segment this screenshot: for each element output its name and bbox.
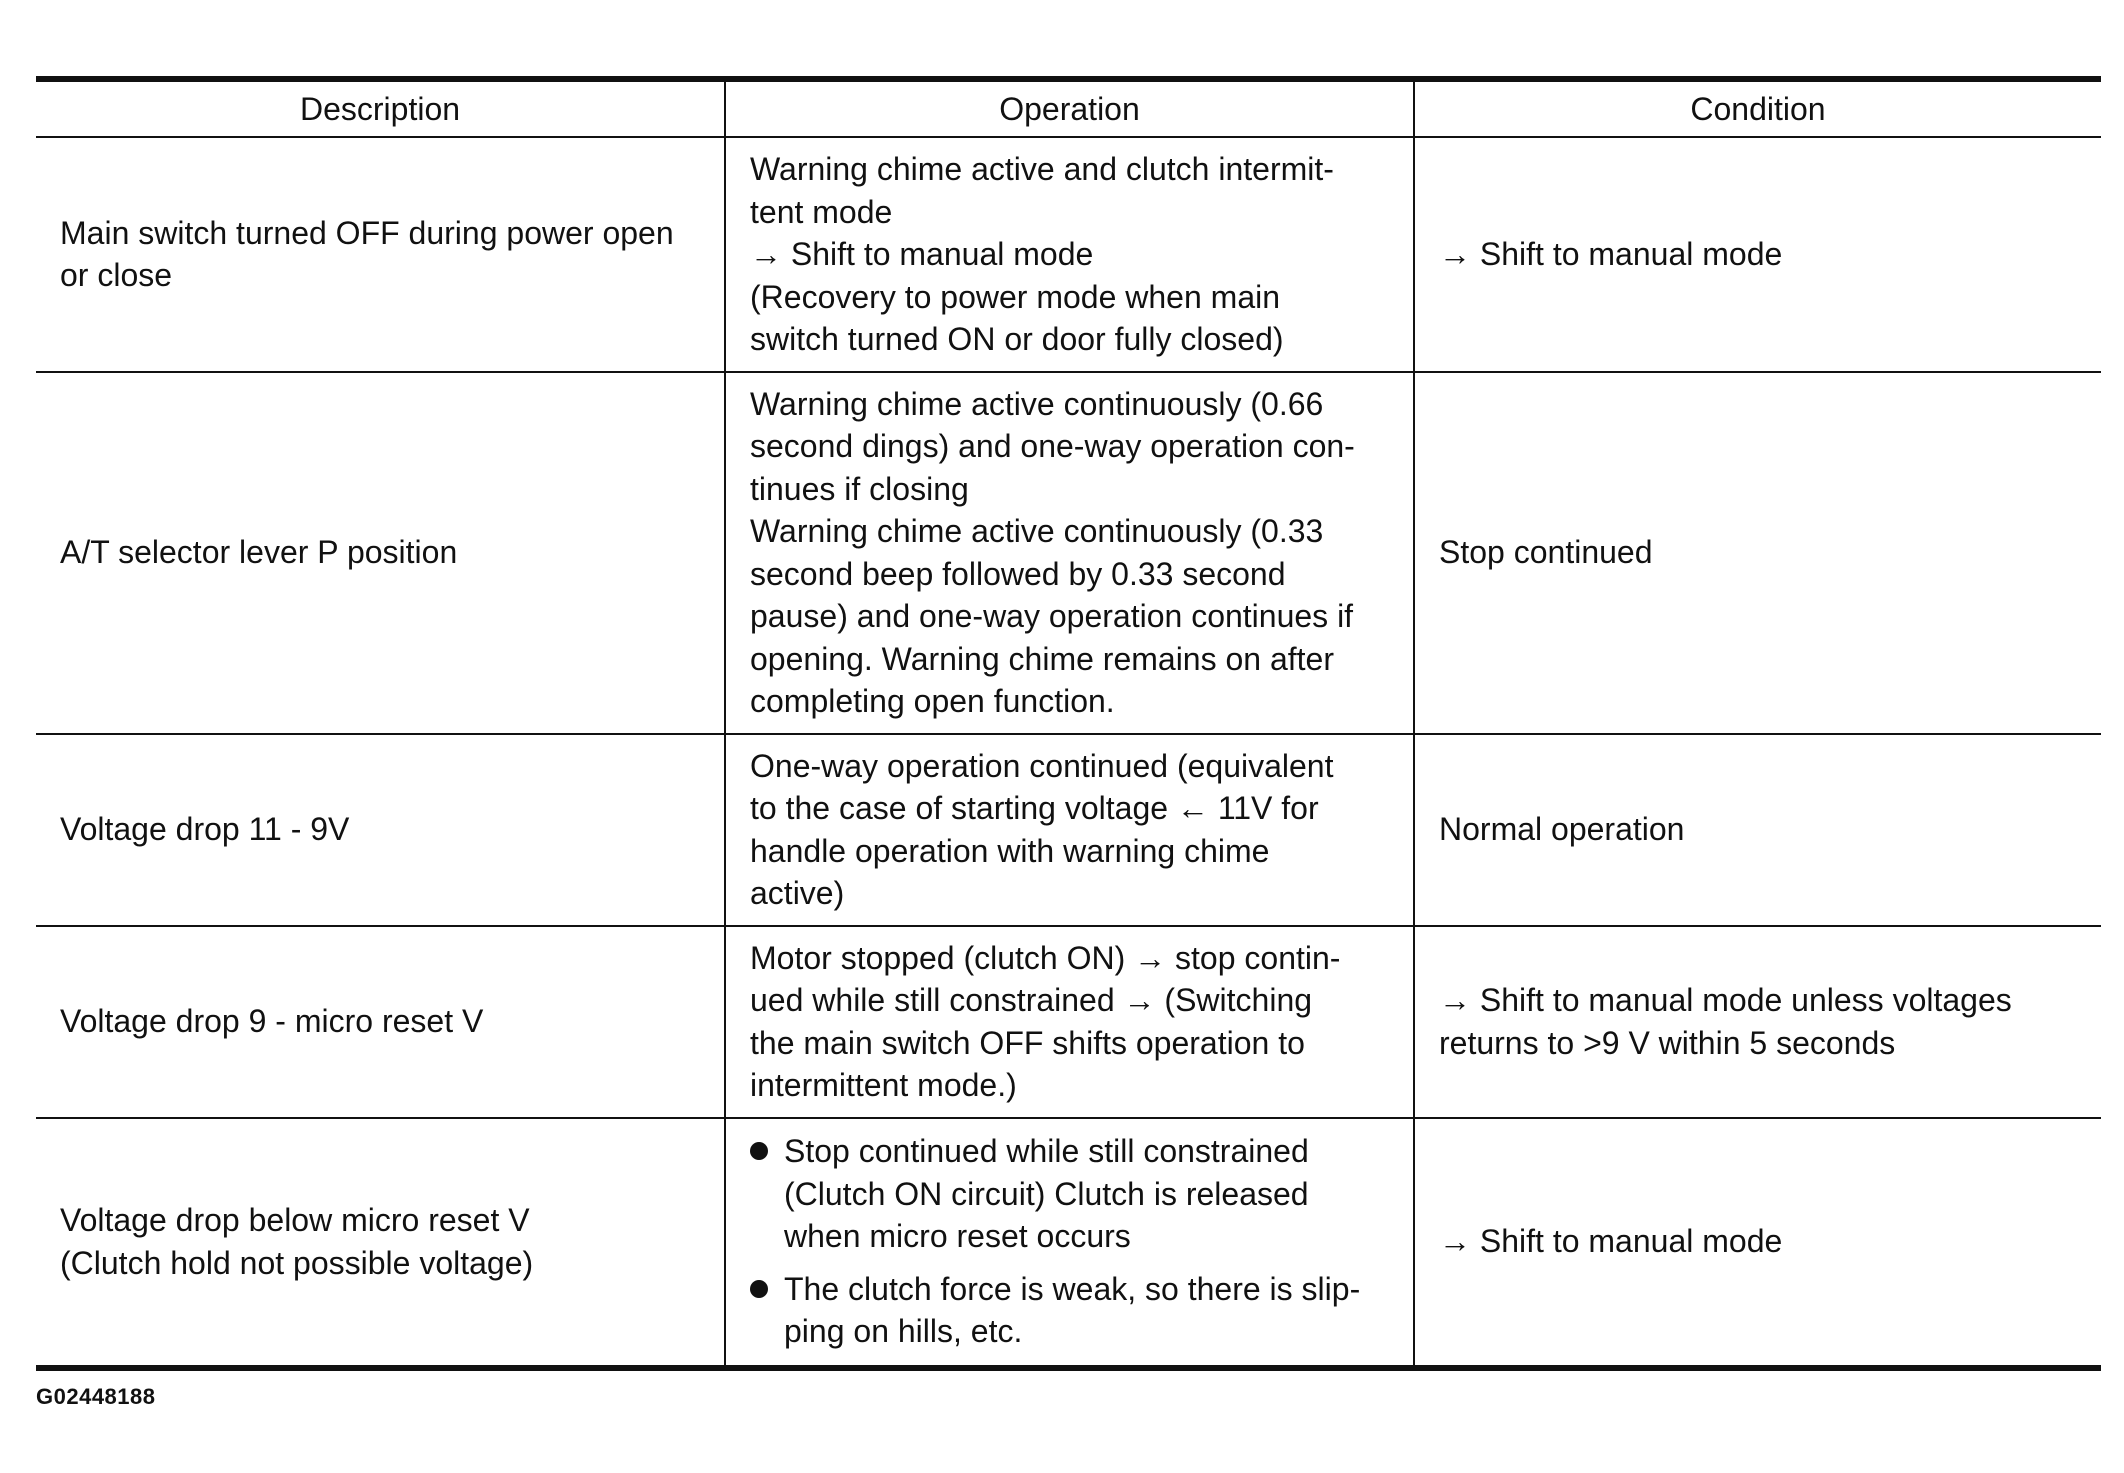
cell-text-line: second dings) and one-way operation con- xyxy=(750,428,1355,464)
table-row xyxy=(36,372,2101,734)
table-row xyxy=(36,926,2101,1118)
table-header-row xyxy=(36,79,2101,137)
description-cell xyxy=(36,137,725,372)
cell-text-line: the main switch OFF shifts operation to xyxy=(750,1024,1305,1061)
bullet-icon xyxy=(750,1280,768,1298)
list-item xyxy=(750,1130,1395,1258)
cell-text-line: → Shift to manual mode xyxy=(1439,1223,1783,1260)
cell-text-line: intermittent mode.) xyxy=(750,1067,1017,1103)
cell-text-line: tent mode xyxy=(750,193,893,230)
header-operation: Operation xyxy=(725,79,1414,137)
description-cell xyxy=(36,734,725,926)
header-description: Description xyxy=(36,79,725,137)
cell-text-line: tinues if closing xyxy=(750,470,969,507)
description-cell xyxy=(36,372,725,734)
cell-text-line: (Clutch hold not possible voltage) xyxy=(60,1244,534,1281)
condition-cell xyxy=(1414,372,2101,734)
condition-cell xyxy=(1414,734,2101,926)
cell-text-line: Stop continued while still constrained xyxy=(784,1133,1309,1170)
cell-text-line: opening. Warning chime remains on after xyxy=(750,640,1334,677)
operation-cell xyxy=(725,372,1414,734)
bullet-icon xyxy=(750,1142,768,1160)
condition-cell xyxy=(1414,137,2101,372)
cell-text-line: → Shift to manual mode unless voltages xyxy=(1439,982,2012,1018)
bullet-list xyxy=(750,1130,1395,1353)
cell-text-line: A/T selector lever P position xyxy=(60,534,458,571)
cell-text-line: The clutch force is weak, so there is slip- xyxy=(784,1270,1361,1307)
cell-text-line: active) xyxy=(750,875,845,911)
description-cell xyxy=(36,1118,725,1368)
table-row xyxy=(36,734,2101,926)
cell-text-line: Stop continued xyxy=(1439,534,1653,571)
list-item xyxy=(750,1268,1395,1353)
cell-text-line: Warning chime active continuously (0.33 xyxy=(750,513,1324,549)
header-condition: Condition xyxy=(1414,79,2101,137)
table-row xyxy=(36,1118,2101,1368)
cell-text-line: pause) and one-way operation continues if xyxy=(750,598,1354,634)
cell-text-line: handle operation with warning chime xyxy=(750,832,1270,869)
data-table xyxy=(36,76,2101,1371)
cell-text-line: returns to >9 V within 5 seconds xyxy=(1439,1024,1896,1061)
operation-cell xyxy=(725,734,1414,926)
cell-text-line: when micro reset occurs xyxy=(784,1218,1131,1255)
cell-text-line: Voltage drop 9 - micro reset V xyxy=(60,1003,484,1040)
cell-text-line: Motor stopped (clutch ON) → stop contin- xyxy=(750,939,1341,976)
cell-text-line: Voltage drop 11 - 9V xyxy=(60,811,350,848)
description-cell xyxy=(36,926,725,1118)
cell-text-line: (Clutch ON circuit) Clutch is released xyxy=(784,1175,1309,1212)
operation-cell xyxy=(725,926,1414,1118)
cell-text-line: Warning chime active continuously (0.66 xyxy=(750,385,1324,422)
condition-cell xyxy=(1414,1118,2101,1368)
cell-text-line: → Shift to manual mode xyxy=(750,236,1094,272)
cell-text-line: completing open function. xyxy=(750,683,1115,719)
cell-text-line: One-way operation continued (equivalent xyxy=(750,747,1334,784)
operation-cell xyxy=(725,137,1414,372)
condition-cell xyxy=(1414,926,2101,1118)
cell-text-line: Warning chime active and clutch intermit- xyxy=(750,151,1334,187)
cell-text-line: → Shift to manual mode xyxy=(1439,236,1783,272)
table-row xyxy=(36,137,2101,372)
cell-text-line: ued while still constrained → (Switching xyxy=(750,982,1313,1018)
cell-text-line: switch turned ON or door fully closed) xyxy=(750,321,1284,357)
cell-text-line: Normal operation xyxy=(1439,811,1685,848)
cell-text-line: Main switch turned OFF during power open xyxy=(60,214,674,251)
operation-cell xyxy=(725,1118,1414,1368)
cell-text-line: second beep followed by 0.33 second xyxy=(750,555,1286,592)
cell-text-line: ping on hills, etc. xyxy=(784,1313,1023,1350)
cell-text-line: or close xyxy=(60,257,173,294)
cell-text-line: (Recovery to power mode when main xyxy=(750,278,1281,315)
cell-text-line: to the case of starting voltage ← 11V for xyxy=(750,790,1319,826)
cell-text-line: Voltage drop below micro reset V xyxy=(60,1202,530,1238)
figure-id: G02448188 xyxy=(36,1384,156,1409)
